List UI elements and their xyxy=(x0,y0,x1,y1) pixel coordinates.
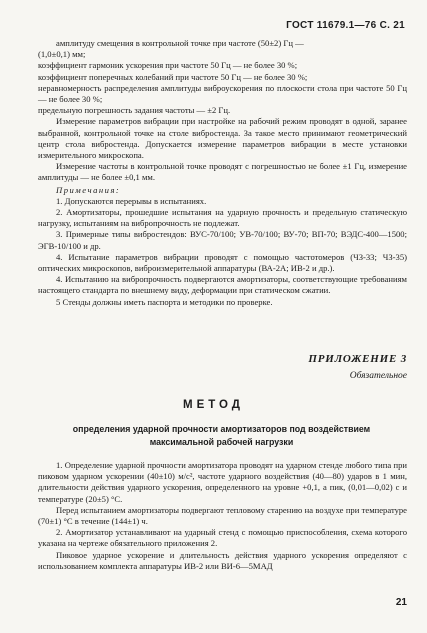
paragraph: Измерение частоты в контрольной точке проводят с погрешностью не более ±1 Гц, измерение амплитуды — не более ±0,1 мм. xyxy=(38,161,407,183)
note-item: 3. Примерные типы вибростендов: ВУС-70/100; УВ-70/100; ВУ-70; ВП-70; ВЭДС-400—1500; ЭГВ-10/100 и др. xyxy=(38,229,407,251)
appendix-heading xyxy=(308,353,407,381)
page-number: 21 xyxy=(395,597,407,608)
note-item: 2. Амортизаторы, прошедшие испытания на ударную прочность и предельную статическую нагрузку, испытаниям на вибропрочность не подлежат. xyxy=(38,207,407,229)
paragraph: неравномерность распределения амплитуды виброускорения по плоскости стола при частоте 50 Гц — не более 30 %; xyxy=(38,82,407,105)
method-subtitle: определения ударной прочности амортизаторов под воздействием максимальной рабочей нагрузки xyxy=(72,424,371,447)
paragraph: коэффициент поперечных колебаний при частоте 50 Гц — не более 30 %; xyxy=(38,71,308,82)
paragraph: Перед испытанием амортизаторы подвергают тепловому старению на воздухе при температуре (70±1) °С в течение (144±1) ч. xyxy=(38,504,407,527)
paragraph: Пиковое ударное ускорение и длительность действия ударного ускорения определяют с использованием комплекта аппаратуры ИВ-2 или ВИ-6—5МАД xyxy=(38,549,407,571)
paragraph: предельную погрешность задания частоты — ±2 Гц. xyxy=(38,105,231,116)
paragraph: (1,0±0,1) мм; xyxy=(38,49,86,60)
note-item: 1. Допускаются перерывы в испытаниях. xyxy=(56,195,207,206)
appendix-status: Обязательное xyxy=(349,371,407,381)
method-text-block xyxy=(38,460,407,572)
top-text-block xyxy=(38,38,407,308)
paragraph: коэффициент гармоник ускорения при частоте 50 Гц — не более 30 %; xyxy=(38,60,298,71)
note-item: 4. Испытанию на вибропрочность подвергаются амортизаторы, соответствующие требованиям настоящего стандарта по внешнему виду, деформации при статическом сжатии. xyxy=(38,274,407,296)
paragraph: 1. Определение ударной прочности амортизатора проводят на ударном стенде любого типа при пиковом ударном ускорении (40±10) м/с², частоте ударного воздействия (40—80) ударов в 1 мин, длительности действия ударного ускорения, определенного на уровне +0,1, а пик, (0,01—0,02) с и температуре (20±5) °С. xyxy=(38,460,407,504)
note-item: 4. Испытание параметров вибрации проводят с помощью частотомеров (ЧЗ-33; ЧЗ-35) оптических микроскопов, виброизмерительной аппаратуры (ВА-2А; ИВ-2 и др.). xyxy=(38,251,407,274)
paragraph: амплитуду смещения в контрольной точке при частоте (50±2) Гц — xyxy=(56,38,304,48)
paragraph: 2. Амортизатор устанавливают на ударный стенд с помощью приспособления, схема которого указана на чертеже обязательного приложения 2. xyxy=(38,527,407,549)
method-title: МЕТОД xyxy=(183,399,244,411)
paragraph: Измерение параметров вибрации при настройке на рабочий режим проводят в одной, заранее выбранной, контрольной точке на столе вибростенда. За такое место принимают геометрический центр стола вибростенда. Допускается измерение параметров вибрации в месте установки измерительного микроскопа. xyxy=(38,116,407,161)
appendix-title: ПРИЛОЖЕНИЕ 3 xyxy=(308,353,407,365)
note-item: 5 Стенды должны иметь паспорта и методики по проверке. xyxy=(56,296,273,307)
notes-title: Примечания: xyxy=(56,184,121,195)
page-header: ГОСТ 11679.1—76 С. 21 xyxy=(286,20,405,31)
